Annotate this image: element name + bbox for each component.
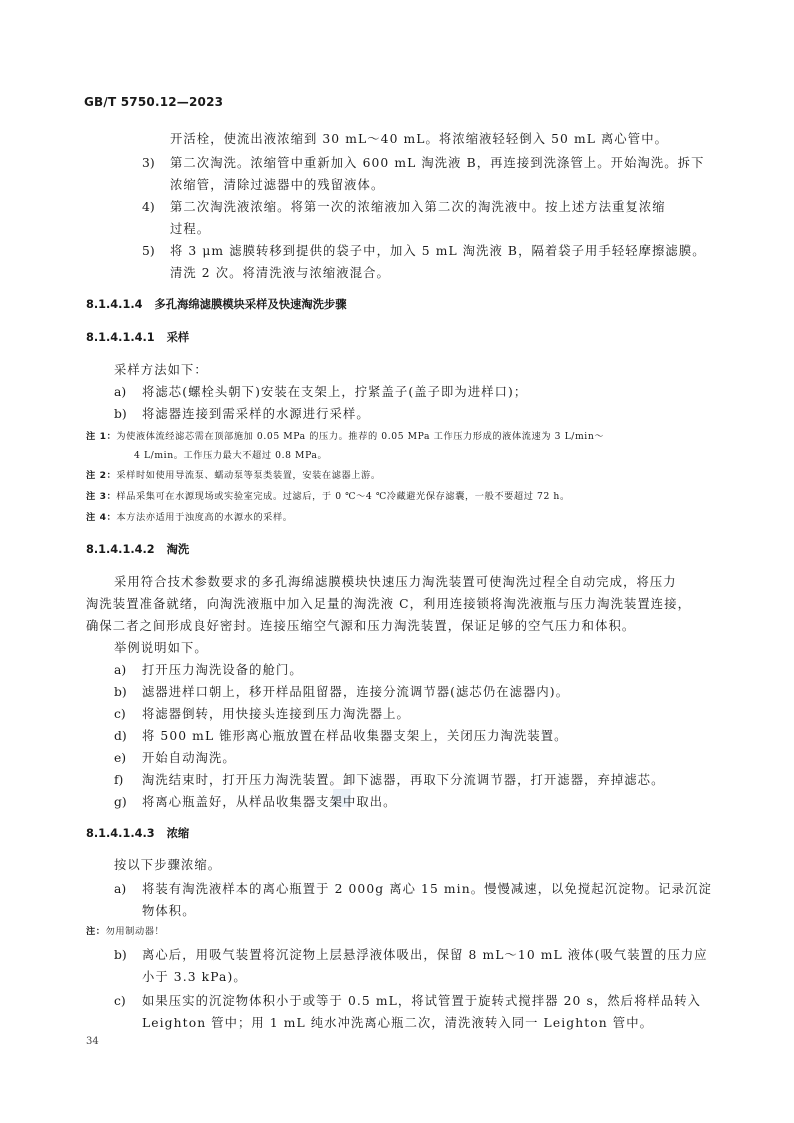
step-5-line-2: 清洗 2 次。将清洗液与浓缩液混合。 xyxy=(170,266,390,280)
list-marker: e) xyxy=(114,751,127,765)
list-marker: c) xyxy=(114,707,126,721)
elution-item-f: 淘洗结束时，打开压力淘洗装置。卸下滤器，再取下分流调节器，打开滤器，弃掉滤芯。 xyxy=(142,773,665,787)
elution-item-c: 将滤器倒转，用快接头连接到压力淘洗器上。 xyxy=(142,707,410,721)
elution-paragraph-line-3: 确保二者之间形成良好密封。连接压缩空气源和压力淘洗装置，保证足够的空气压力和体积。 xyxy=(86,619,636,633)
section-number: 8.1.4.1.4.1 xyxy=(86,331,155,344)
section-title: 浓缩 xyxy=(166,827,190,840)
note-label: 注 1： xyxy=(86,431,117,442)
step-4-line-2: 过程。 xyxy=(170,222,211,236)
section-number: 8.1.4.1.4.2 xyxy=(86,543,155,556)
note-label: 注 3： xyxy=(86,491,117,502)
concentration-lead: 按以下步骤浓缩。 xyxy=(114,858,222,872)
list-marker: b) xyxy=(114,407,127,421)
intro-continuation-line: 开活栓，使流出液浓缩到 30 mL～40 mL。将浓缩液轻轻倒入 50 mL 离心管中。 xyxy=(170,132,668,146)
note-label: 注： xyxy=(86,926,106,937)
section-heading-sampling xyxy=(86,330,189,345)
list-marker: b) xyxy=(114,685,127,699)
list-marker: a) xyxy=(114,882,127,896)
elution-item-b: 滤器进样口朝上，移开样品阻留器，连接分流调节器(滤芯仍在滤器内)。 xyxy=(142,685,570,699)
page-number: 34 xyxy=(86,1036,99,1047)
section-heading-elution xyxy=(86,542,189,557)
concentration-item-b-line-2: 小于 3.3 kPa)。 xyxy=(142,970,247,984)
note-4 xyxy=(86,511,293,524)
elution-paragraph-line-1: 采用符合技术参数要求的多孔海绵滤膜模块快速压力淘洗装置可使淘洗过程全自动完成，将压力 xyxy=(114,575,677,589)
section-title: 采样 xyxy=(166,331,190,344)
list-marker: d) xyxy=(114,729,127,743)
concentration-item-c-line-2: Leighton 管中；用 1 mL 纯水冲洗离心瓶二次，清洗液转入同一 Leighton 管中。 xyxy=(142,1016,653,1030)
elution-paragraph-line-2: 淘洗装置准备就绪，向淘洗液瓶中加入足量的淘洗液 C，利用连接锁将淘洗液瓶与压力淘洗装置连接， xyxy=(86,597,691,611)
list-marker: a) xyxy=(114,385,127,399)
note-1 xyxy=(86,430,604,443)
note-3 xyxy=(86,490,570,503)
list-marker: a) xyxy=(114,663,127,677)
concentration-item-b-line-1: 离心后，用吸气装置将沉淀物上层悬浮液体吸出，保留 8 mL～10 mL 液体(吸气装置的压力应 xyxy=(142,948,708,962)
section-heading-8-1-4-1-4 xyxy=(86,297,347,312)
sampling-lead: 采样方法如下： xyxy=(114,363,208,377)
elution-item-e: 开始自动淘洗。 xyxy=(142,751,236,765)
note-text: 本方法亦适用于浊度高的水源水的采样。 xyxy=(116,512,293,523)
elution-lead: 举例说明如下。 xyxy=(114,641,208,655)
step-4-line-1: 第二次淘洗液浓缩。将第一次的浓缩液加入第二次的淘洗液中。按上述方法重复浓缩 xyxy=(170,200,666,214)
section-title: 多孔海绵滤膜模块采样及快速淘洗步骤 xyxy=(154,298,347,311)
note-label: 注 2： xyxy=(86,470,117,481)
note-2 xyxy=(86,469,381,482)
note-text: 样品采集可在水源现场或实验室完成。过滤后，于 0 ℃～4 ℃冷藏避光保存滤囊，一般不要超过 72 h。 xyxy=(116,491,570,502)
concentration-note xyxy=(86,925,164,938)
concentration-item-a-line-2: 物体积。 xyxy=(142,904,196,918)
section-number: 8.1.4.1.4 xyxy=(86,298,143,311)
list-marker: f) xyxy=(114,773,124,787)
note-text: 采样时如使用导流泵、蠕动泵等泵类装置，安装在滤器上游。 xyxy=(116,470,381,481)
elution-item-g: 将离心瓶盖好，从样品收集器支架中取出。 xyxy=(142,795,397,809)
step-marker-4: 4) xyxy=(142,200,155,214)
standard-number-header: GB/T 5750.12—2023 xyxy=(84,95,224,109)
step-5-line-1: 将 3 μm 滤膜转移到提供的袋子中，加入 5 mL 淘洗液 B，隔着袋子用手轻轻摩擦滤膜。 xyxy=(170,244,706,258)
list-marker: b) xyxy=(114,948,127,962)
step-marker-5: 5) xyxy=(142,244,155,258)
note-1-continuation: 4 L/min。工作压力最大不超过 0.8 MPa。 xyxy=(134,450,328,461)
note-text: 为使液体流经滤芯需在顶部施加 0.05 MPa 的压力。推荐的 0.05 MPa 工作压力形成的液体流速为 3 L/min～ xyxy=(116,431,605,442)
section-title: 淘洗 xyxy=(166,543,190,556)
list-marker: g) xyxy=(114,795,127,809)
concentration-item-a-line-1: 将装有淘洗液样本的离心瓶置于 2 000g 离心 15 min。慢慢减速，以免搅起沉淀物。记录沉淀 xyxy=(142,882,712,896)
note-label: 注 4： xyxy=(86,512,117,523)
sampling-item-b: 将滤器连接到需采样的水源进行采样。 xyxy=(142,407,370,421)
step-3-line-1: 第二次淘洗。浓缩管中重新加入 600 mL 淘洗液 B，再连接到洗涤管上。开始淘洗。拆下 xyxy=(170,156,705,170)
step-marker-3: 3) xyxy=(142,156,155,170)
note-text: 勿用制动器！ xyxy=(105,926,165,937)
sampling-item-a: 将滤芯(螺栓头朝下)安装在支架上，拧紧盖子(盖子即为进样口)； xyxy=(142,385,528,399)
elution-item-d: 将 500 mL 锥形离心瓶放置在样品收集器支架上，关闭压力淘洗装置。 xyxy=(142,729,568,743)
concentration-item-c-line-1: 如果压实的沉淀物体积小于或等于 0.5 mL，将试管置于旋转式搅拌器 20 s，然后将样品转入 xyxy=(142,994,702,1008)
elution-item-a: 打开压力淘洗设备的舱门。 xyxy=(142,663,303,677)
section-heading-concentration xyxy=(86,826,189,841)
step-3-line-2: 浓缩管，清除过滤器中的残留液体。 xyxy=(170,178,385,192)
section-number: 8.1.4.1.4.3 xyxy=(86,827,155,840)
list-marker: c) xyxy=(114,994,126,1008)
